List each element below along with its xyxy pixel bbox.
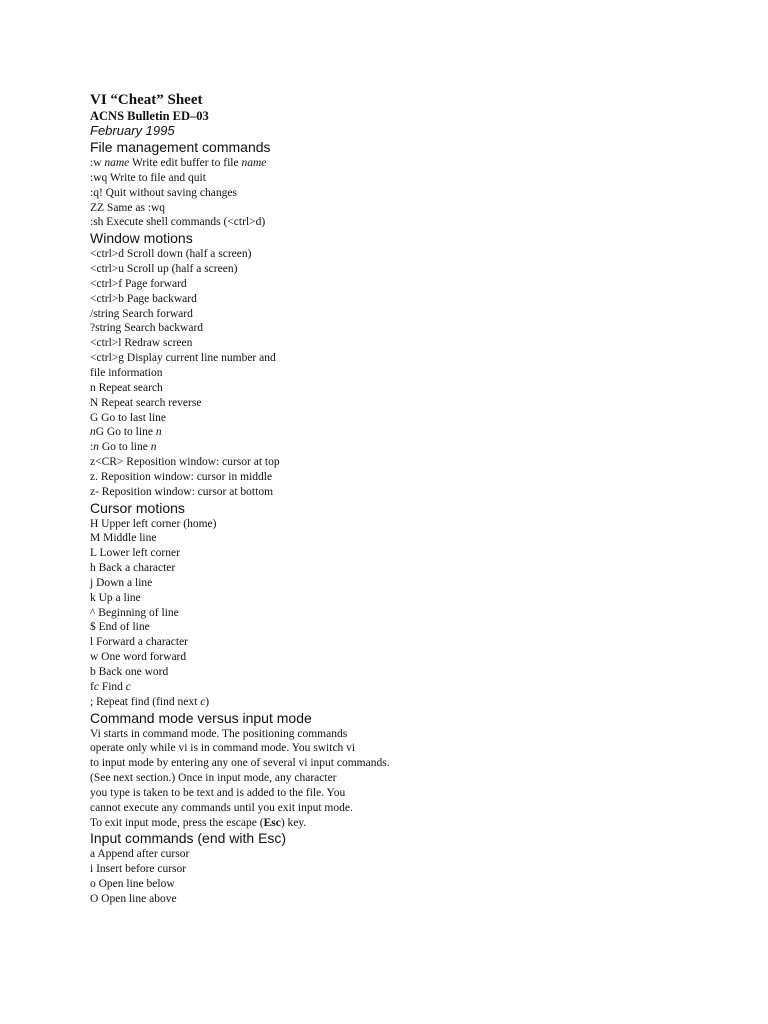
- command-line: nG Go to line n: [90, 426, 162, 439]
- command-line: z<CR> Reposition window: cursor at top: [90, 456, 280, 469]
- bulletin-id: ACNS Bulletin ED–03: [90, 109, 209, 123]
- command-line: <ctrl>f Page forward: [90, 277, 187, 290]
- command-line: L Lower left corner: [90, 547, 180, 560]
- command-line: h Back a character: [90, 562, 176, 575]
- cheat-sheet-page: [90, 92, 730, 907]
- command-line: a Append after cursor: [90, 848, 190, 861]
- command-line: l Forward a character: [90, 636, 189, 649]
- command-line: ZZ Same as :wq: [90, 201, 166, 214]
- publication-date: February 1995: [90, 123, 175, 138]
- command-line: G Go to last line: [90, 411, 167, 424]
- command-line: file information: [90, 366, 163, 379]
- section-heading-command-mode: Command mode versus input mode: [90, 709, 312, 726]
- command-line: ^ Beginning of line: [90, 606, 179, 619]
- paragraph-line: operate only while vi is in command mode. You switch vi: [90, 742, 356, 755]
- paragraph-line: Vi starts in command mode. The positioning commands: [90, 727, 348, 740]
- command-line: H Upper left corner (home): [90, 517, 217, 530]
- paragraph-line: (See next section.) Once in input mode, any character: [90, 772, 337, 785]
- document-title: VI “Cheat” Sheet: [90, 92, 203, 108]
- command-line: z- Reposition window: cursor at bottom: [90, 485, 274, 498]
- command-line: fc Find c: [90, 680, 131, 693]
- command-line: b Back one word: [90, 666, 169, 678]
- section-heading-cursor-motions: Cursor motions: [90, 499, 185, 516]
- command-line: ; Repeat find (find next c): [90, 695, 210, 708]
- command-line: <ctrl>d Scroll down (half a screen): [90, 248, 252, 261]
- command-line: :q! Quit without saving changes: [90, 186, 237, 199]
- command-line: o Open line below: [90, 878, 175, 891]
- command-line: <ctrl>b Page backward: [90, 292, 197, 305]
- command-line: <ctrl>l Redraw screen: [90, 337, 193, 350]
- paragraph-line: you type is taken to be text and is added to the file. You: [90, 786, 346, 799]
- command-line: <ctrl>g Display current line number and: [90, 352, 276, 365]
- command-line: ?string Search backward: [90, 322, 204, 335]
- command-line: k Up a line: [90, 591, 141, 604]
- command-line: n Repeat search: [90, 381, 163, 394]
- command-line: /string Search forward: [90, 307, 193, 320]
- command-line: i Insert before cursor: [90, 863, 187, 876]
- command-line: <ctrl>u Scroll up (half a screen): [90, 263, 238, 276]
- section-heading-window-motions: Window motions: [90, 230, 193, 247]
- command-line: :w name Write edit buffer to file name: [90, 157, 267, 169]
- command-line: z. Reposition window: cursor in middle: [90, 470, 273, 483]
- paragraph-line: to input mode by entering any one of several vi input commands.: [90, 757, 390, 770]
- section-heading-input-commands: Input commands (end with Esc): [90, 830, 287, 847]
- command-line: w One word forward: [90, 651, 187, 664]
- command-line: j Down a line: [90, 576, 153, 589]
- command-line: O Open line above: [90, 892, 177, 905]
- command-line: $ End of line: [90, 621, 150, 634]
- paragraph-line: To exit input mode, press the escape (Esc) key.: [90, 816, 307, 829]
- paragraph-line: cannot execute any commands until you exit input mode.: [90, 801, 353, 814]
- command-line: :wq Write to file and quit: [90, 171, 206, 184]
- command-line: :n Go to line n: [90, 441, 157, 454]
- command-line: :sh Execute shell commands (<ctrl>d): [90, 216, 266, 229]
- section-heading-file-management: File management commands: [90, 139, 271, 155]
- command-line: M Middle line: [90, 532, 157, 545]
- command-line: N Repeat search reverse: [90, 396, 202, 409]
